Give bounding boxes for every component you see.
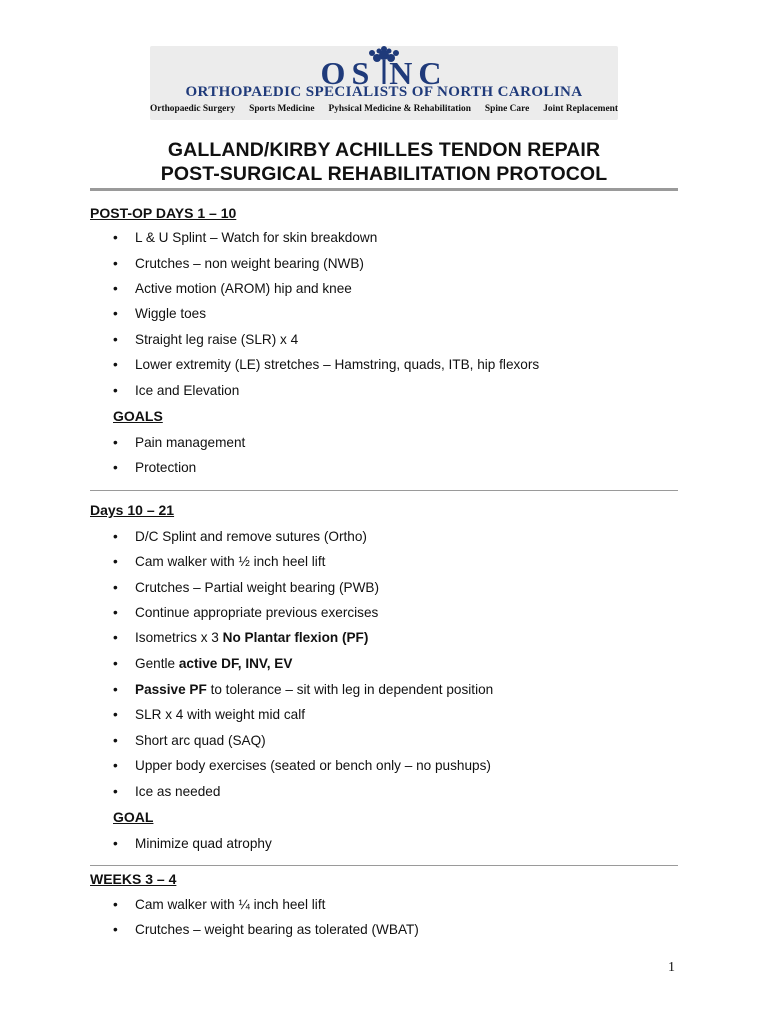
list-item: • Ice and Elevation — [113, 383, 240, 398]
org-name: ORTHOPAEDIC SPECIALISTS OF NORTH CAROLINA — [185, 84, 583, 100]
list-item: • Crutches – weight bearing as tolerated (WBAT) — [113, 922, 419, 937]
service-item: Pyhsical Medicine & Rehabilitation — [328, 104, 471, 114]
logo-text: OS NC — [320, 55, 448, 91]
list-item: • Continue appropriate previous exercises — [113, 605, 379, 620]
list-item: • Wiggle toes — [113, 306, 207, 321]
list-item: • Minimize quad atrophy — [113, 836, 272, 851]
goals-heading: GOALS — [113, 408, 163, 424]
service-item: Orthopaedic Surgery — [150, 104, 236, 114]
list-item: • Cam walker with ½ inch heel lift — [113, 554, 326, 569]
list-item: • Ice as needed — [113, 784, 221, 799]
list-item: • Passive PF to tolerance – sit with leg in dependent position — [113, 682, 494, 697]
section-heading: WEEKS 3 – 4 — [90, 871, 177, 887]
services-list — [150, 104, 618, 114]
service-item: Joint Replacement — [543, 104, 618, 114]
list-item: • Lower extremity (LE) stretches – Hamstring, quads, ITB, hip flexors — [113, 357, 540, 372]
service-item: Spine Care — [484, 104, 530, 114]
list-item: • Isometrics x 3 No Plantar flexion (PF) — [113, 630, 369, 645]
list-item: • Active motion (AROM) hip and knee — [113, 281, 352, 296]
document-title-line2: POST-SURGICAL REHABILITATION PROTOCOL — [160, 163, 608, 185]
document-title-line1: GALLAND/KIRBY ACHILLES TENDON REPAIR — [167, 139, 601, 161]
list-item: • Pain management — [113, 435, 246, 450]
list-item: • Upper body exercises (seated or bench only – no pushups) — [113, 758, 491, 773]
section-divider — [90, 865, 678, 866]
section-divider — [90, 490, 678, 491]
list-item: • Straight leg raise (SLR) x 4 — [113, 332, 299, 347]
list-item: • Short arc quad (SAQ) — [113, 733, 266, 748]
list-item: • SLR x 4 with weight mid calf — [113, 707, 305, 722]
service-item: Sports Medicine — [249, 104, 315, 114]
list-item: • D/C Splint and remove sutures (Ortho) — [113, 529, 367, 544]
title-divider — [90, 188, 678, 191]
goal-heading: GOAL — [113, 809, 154, 825]
list-item: • Crutches – Partial weight bearing (PWB) — [113, 580, 380, 595]
list-item: • Cam walker with ¼ inch heel lift — [113, 897, 326, 912]
section-heading: Days 10 – 21 — [90, 502, 175, 518]
list-item: • Protection — [113, 460, 197, 475]
page-number: 1 — [668, 960, 675, 975]
list-item: • Crutches – non weight bearing (NWB) — [113, 256, 364, 271]
list-item: • Gentle active DF, INV, EV — [113, 656, 293, 671]
section-heading: POST-OP DAYS 1 – 10 — [90, 205, 237, 221]
list-item: • L & U Splint – Watch for skin breakdown — [113, 230, 378, 245]
